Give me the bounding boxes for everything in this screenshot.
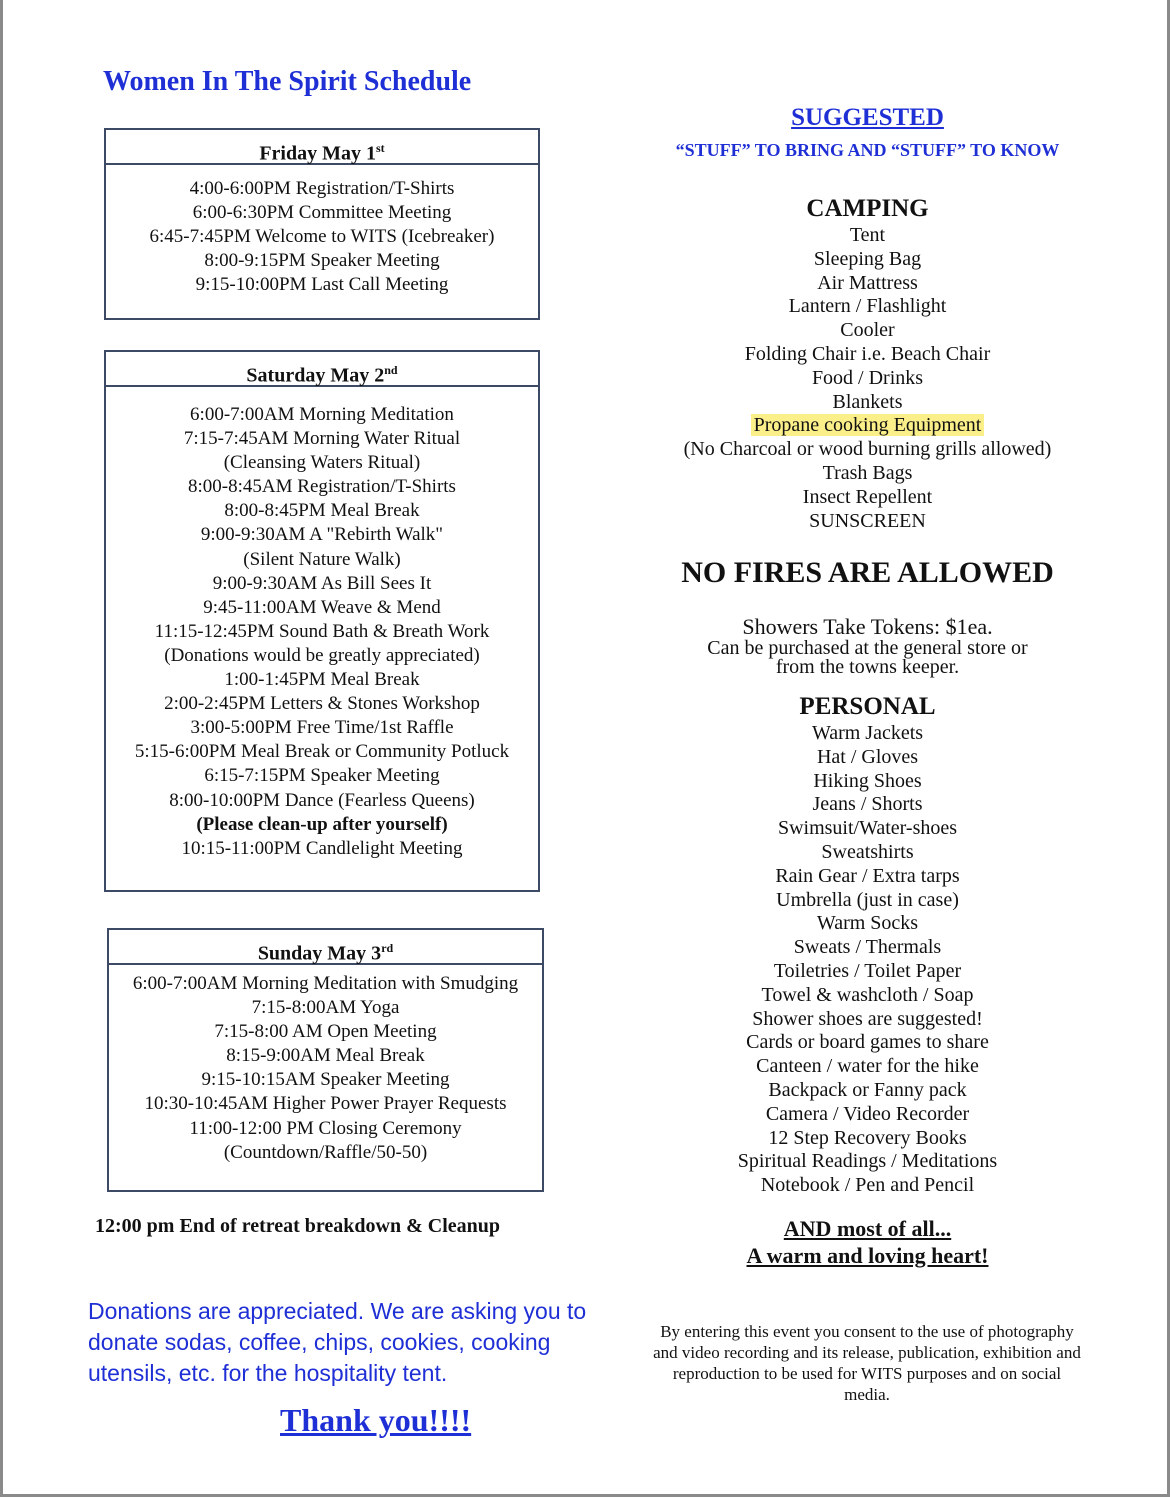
friday-item: 6:45-7:45PM Welcome to WITS (Icebreaker) [149, 226, 495, 248]
sunday-item: 8:15-9:00AM Meal Break [226, 1045, 425, 1067]
friday-heading [106, 130, 538, 165]
camping-item: Folding Chair i.e. Beach Chair [744, 342, 991, 365]
saturday-day: Saturday May 2 [246, 364, 385, 387]
saturday-item: 9:00-9:30AM A "Rebirth Walk" [200, 524, 444, 546]
camping-item: Food / Drinks [811, 366, 924, 389]
end-of-retreat-note: 12:00 pm End of retreat breakdown & Cleanup [95, 1215, 501, 1237]
showers-line: Showers Take Tokens: $1ea. [742, 614, 993, 639]
suggested-title: SUGGESTED [791, 104, 944, 131]
friday-item: 4:00-6:00PM Registration/T-Shirts [189, 178, 455, 199]
sunday-item: 9:15-10:15AM Speaker Meeting [201, 1069, 450, 1091]
personal-item: Rain Gear / Extra tarps [775, 864, 960, 887]
personal-heading: PERSONAL [799, 693, 936, 720]
personal-item: Cards or board games to share [746, 1031, 989, 1054]
camping-item: Sleeping Bag [813, 247, 922, 270]
thank-you-link[interactable]: Thank you!!!! [280, 1402, 472, 1438]
showers-line: Can be purchased at the general store or [707, 637, 1028, 659]
saturday-schedule-box [104, 350, 540, 892]
saturday-item: 6:00-7:00AM Morning Meditation [190, 404, 454, 425]
saturday-item: (Cleansing Waters Ritual) [223, 452, 421, 474]
saturday-item: 9:00-9:30AM As Bill Sees It [212, 572, 432, 594]
personal-item: Warm Jackets [811, 722, 924, 744]
saturday-heading [106, 352, 538, 387]
personal-item: Umbrella (just in case) [776, 888, 959, 911]
friday-item: 8:00-9:15PM Speaker Meeting [204, 250, 440, 272]
sunday-heading [109, 930, 542, 965]
saturday-item: 2:00-2:45PM Letters & Stones Workshop [164, 693, 480, 715]
personal-item: Canteen / water for the hike [756, 1055, 979, 1078]
friday-day: Friday May 1 [259, 142, 376, 165]
saturday-item: (Donations would be greatly appreciated) [164, 644, 480, 666]
personal-item: Warm Socks [816, 912, 919, 935]
friday-item: 6:00-6:30PM Committee Meeting [192, 202, 452, 224]
friday-day-suffix: st [375, 141, 385, 155]
personal-item: Swimsuit/Water-shoes [777, 817, 958, 840]
personal-item: Hat / Gloves [816, 745, 919, 768]
camping-item: Lantern / Flashlight [788, 295, 947, 318]
saturday-item: 7:15-7:45AM Morning Water Ritual [183, 428, 461, 450]
personal-item: 12 Step Recovery Books [768, 1126, 967, 1149]
saturday-item: 5:15-6:00PM Meal Break or Community Potluck [134, 741, 510, 763]
camping-item: Cooler [840, 319, 895, 342]
saturday-item: 6:15-7:15PM Speaker Meeting [204, 765, 440, 787]
friday-item: 9:15-10:00PM Last Call Meeting [195, 274, 449, 296]
sunday-day: Sunday May 3 [257, 942, 382, 965]
personal-item: Sweats / Thermals [793, 936, 942, 959]
sunday-day-suffix: rd [381, 941, 394, 955]
sunday-item: (Countdown/Raffle/50-50) [223, 1141, 428, 1163]
closing-message [640, 1215, 1095, 1269]
friday-schedule-box [104, 128, 540, 320]
page-title: Women In The Spirit Schedule [103, 66, 472, 97]
personal-item: Toiletries / Toilet Paper [773, 959, 962, 982]
cleanup-note: (Please clean-up after yourself) [196, 813, 448, 835]
personal-item: Camera / Video Recorder [765, 1102, 970, 1125]
saturday-item: 10:15-11:00PM Candlelight Meeting [181, 837, 463, 859]
camping-item: Air Mattress [817, 271, 918, 294]
suggested-subtitle: “STUFF” TO BRING AND “STUFF” TO KNOW [675, 140, 1060, 160]
saturday-item: 3:00-5:00PM Free Time/1st Raffle [190, 717, 454, 739]
personal-item: Sweatshirts [821, 840, 914, 863]
sunday-item: 10:30-10:45AM Higher Power Prayer Requests [144, 1093, 507, 1115]
saturday-item: 1:00-1:45PM Meal Break [224, 669, 420, 691]
showers-line: from the towns keeper. [775, 656, 960, 678]
saturday-day-suffix: nd [384, 363, 398, 377]
camping-item: Insect Repellent [802, 485, 933, 508]
sunday-item: 7:15-8:00 AM Open Meeting [214, 1021, 437, 1043]
sunday-item: 7:15-8:00AM Yoga [251, 997, 400, 1019]
camping-item: Trash Bags [822, 461, 913, 484]
personal-section [640, 692, 1095, 1198]
saturday-item: 8:00-8:45PM Meal Break [224, 500, 420, 522]
no-fires-warning: NO FIRES ARE ALLOWED [681, 556, 1054, 589]
camping-item: SUNSCREEN [809, 509, 926, 532]
personal-item: Shower shoes are suggested! [752, 1007, 983, 1030]
sunday-schedule-box [107, 928, 544, 1192]
personal-item: Notebook / Pen and Pencil [760, 1174, 975, 1197]
media-consent-notice: By entering this event you consent to the use of photography and video recording and its release, publication, exhibition and reproduction to be used for WITS purposes and on social media. [653, 1322, 1081, 1404]
saturday-item: (Silent Nature Walk) [243, 548, 401, 570]
personal-item: Hiking Shoes [813, 769, 922, 792]
camping-section [640, 194, 1095, 533]
saturday-item: 8:00-10:00PM Dance (Fearless Queens) [169, 789, 475, 811]
camping-item: (No Charcoal or wood burning grills allowed) [683, 438, 1052, 461]
closing-line: A warm and loving heart! [746, 1243, 989, 1268]
donations-note: Donations are appreciated. We are asking you to donate sodas, coffee, chips, cookies, cooking utensils, etc. for the hospitality tent. [88, 1298, 587, 1386]
personal-item: Jeans / Shorts [812, 793, 923, 816]
saturday-item: 9:45-11:00AM Weave & Mend [203, 596, 441, 618]
sunday-item: 11:00-12:00 PM Closing Ceremony [189, 1117, 462, 1139]
saturday-item: 8:00-8:45AM Registration/T-Shirts [188, 476, 456, 498]
showers-info [640, 615, 1095, 677]
camping-item: Tent [849, 224, 886, 246]
closing-line: AND most of all... [783, 1216, 952, 1241]
sunday-item: 6:00-7:00AM Morning Meditation with Smudging [132, 973, 519, 994]
personal-item: Backpack or Fanny pack [768, 1078, 967, 1101]
personal-item: Spiritual Readings / Meditations [737, 1150, 998, 1173]
personal-item: Towel & washcloth / Soap [761, 983, 974, 1006]
camping-heading: CAMPING [806, 195, 929, 222]
saturday-item: 11:15-12:45PM Sound Bath & Breath Work [154, 620, 490, 642]
camping-item: Blankets [832, 390, 903, 413]
highlighted-propane-item: Propane cooking Equipment [751, 414, 985, 436]
